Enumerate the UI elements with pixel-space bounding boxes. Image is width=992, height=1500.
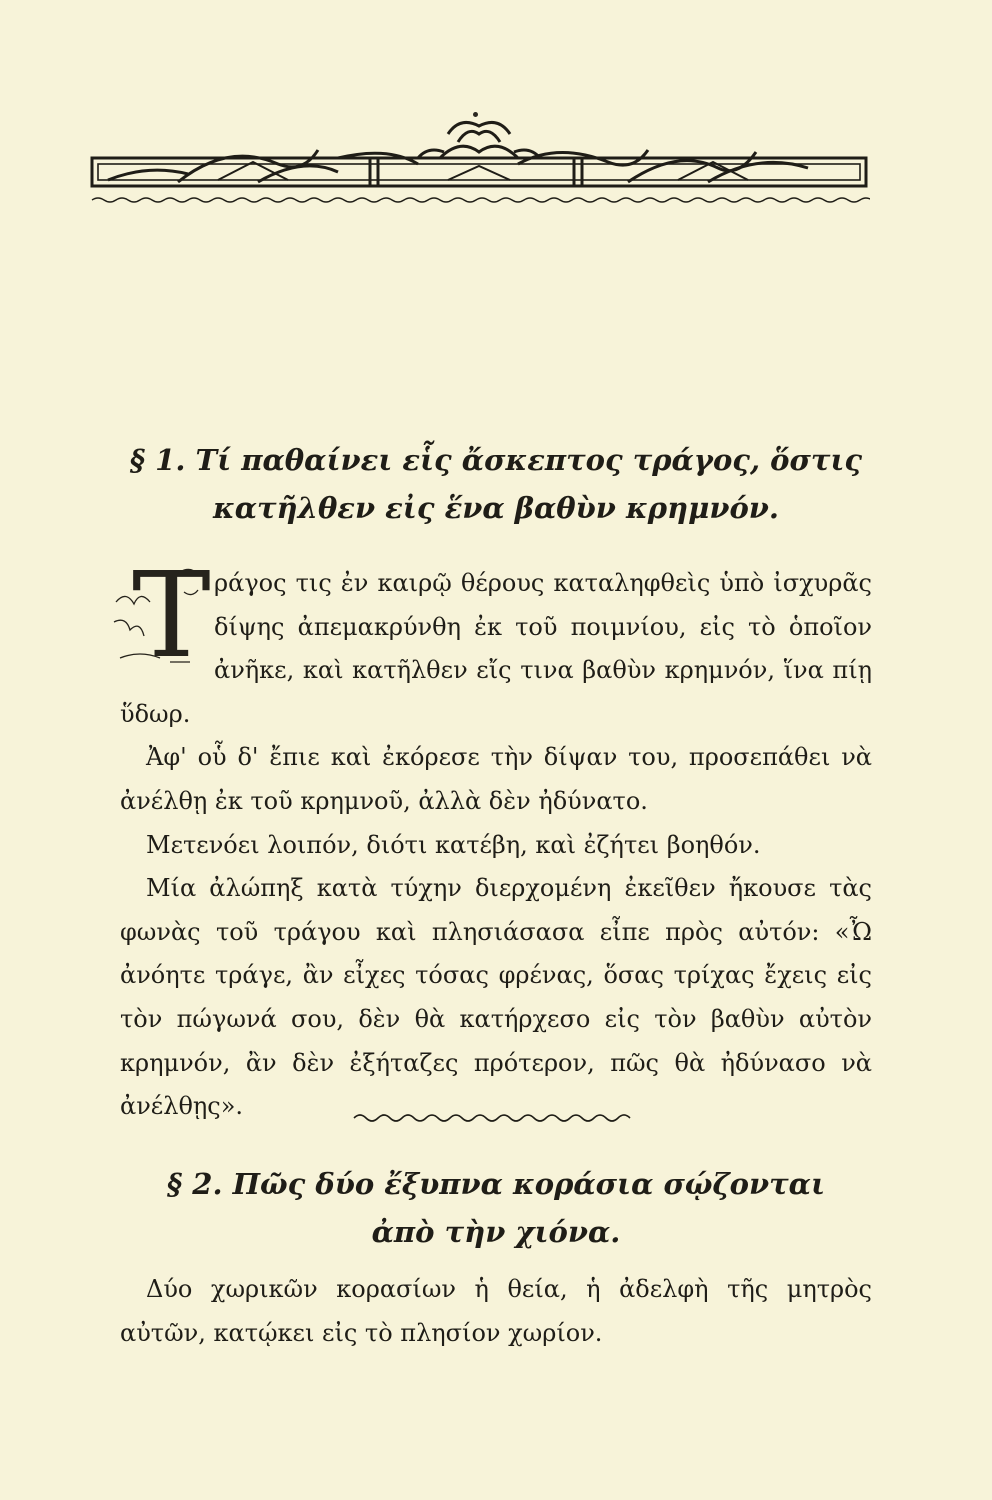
paragraph: Ἀφ' οὗ δ' ἔπιε καὶ ἐκόρεσε τὴν δίψαν του, προσεπάθει νὰ ἀνέλθῃ ἐκ τοῦ κρημνοῦ, ἀλλὰ δὲν ἠδύνατο.: [120, 743, 872, 815]
section-2-body: [120, 1268, 872, 1355]
section-1-heading: [100, 436, 892, 532]
paragraph: Μία ἀλώπηξ κατὰ τύχην διερχομένη ἐκεῖθεν ἤκουσε τὰς φωνὰς τοῦ τράγου καὶ πλησιάσασα εἶπε πρὸς αὐτόν: «Ὦ ἀνόητε τράγε, ἂν εἶχες τόσας φρένας, ὅσας τρίχας ἔχεις εἰς τὸν πώγωνά σου, δὲν θὰ κατήρχεσο εἰς τὸν βαθὺν αὐτὸν κρημνόν, ἂν δὲν ἐξήταζες πρότερον, πῶς θὰ ἠδύνασο νὰ ἀνέλθῃς».: [120, 874, 872, 1121]
decorated-initial: [110, 546, 211, 684]
section-1-heading-line-1: § 1. Τί παθαίνει εἷς ἄσκεπτος τράγος, ὅστις: [129, 443, 863, 477]
paragraph: ράγος τις ἐν καιρῷ θέρους καταληφθεὶς ὑπὸ ἰσχυρᾶς δίψης ἀπεμακρύνθη ἐκ τοῦ ποιμνίου, εἰς τὸ ὁποῖον ἀνῆκε, καὶ κατῆλθεν εἴς τινα βαθὺν κρημνόν, ἵνα πίῃ ὕδωρ.: [120, 569, 872, 728]
dropcap-letter: Τ: [132, 546, 211, 684]
section-2-heading-line-1: § 2. Πῶς δύο ἔξυπνα κοράσια σῴζονται: [167, 1167, 825, 1201]
paragraph: Μετενόει λοιπόν, διότι κατέβη, καὶ ἐζήτει βοηθόν.: [146, 830, 761, 859]
section-1-body: [120, 546, 872, 1129]
ornamental-headpiece: [88, 112, 870, 208]
paragraph: Δύο χωρικῶν κορασίων ἡ θεία, ἡ ἀδελφὴ τῆς μητρὸς αὐτῶν, κατῴκει εἰς τὸ πλησίον χωρίον.: [120, 1275, 872, 1347]
section-2-heading: [100, 1160, 892, 1256]
section-1-heading-line-2: κατῆλθεν εἰς ἕνα βαθὺν κρημνόν.: [212, 491, 780, 525]
section-2-heading-line-2: ἀπὸ τὴν χιόνα.: [371, 1215, 621, 1249]
wavy-divider: [352, 1110, 632, 1126]
